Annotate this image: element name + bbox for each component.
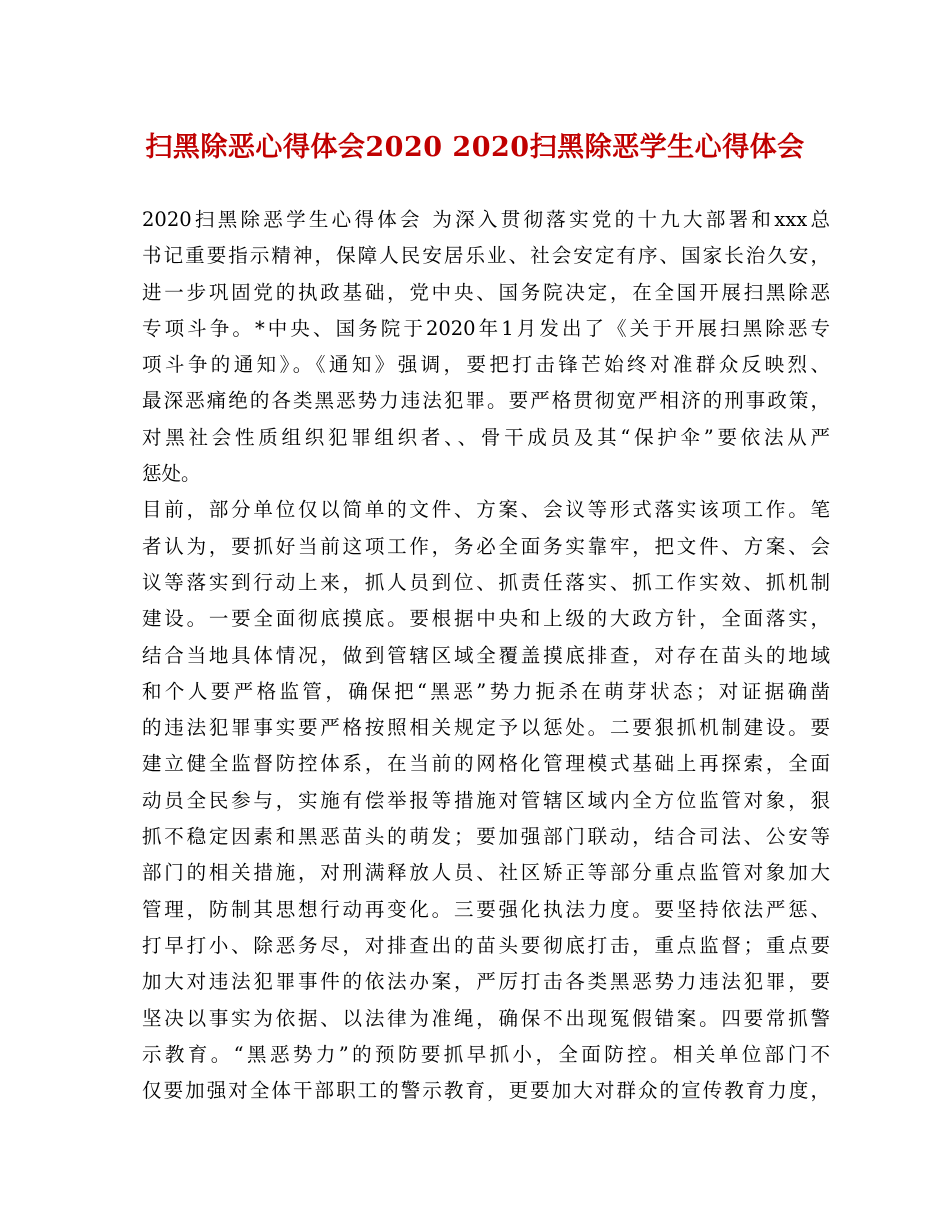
body-line: 抓不稳定因素和黑恶苗头的萌发；要加强部门联动，结合司法、公安等 xyxy=(142,825,830,849)
body-line: 者认为，要抓好当前这项工作，务必全面务实靠牢，把文件、方案、会 xyxy=(142,534,830,558)
document-title: 扫黑除恶心得体会2020 2020扫黑除恶学生心得体会 xyxy=(145,132,805,163)
body-line: 项斗争的通知》。《通知》强调，要把打击锋芒始终对准群众反映烈、 xyxy=(142,353,830,377)
body-line: 仅要加强对全体干部职工的警示教育，更要加大对群众的宣传教育力度， xyxy=(142,1079,830,1103)
body-line: 结合当地具体情况，做到管辖区域全覆盖摸底排查，对存在苗头的地域 xyxy=(142,643,830,667)
body-line: 建设。一要全面彻底摸底。要根据中央和上级的大政方针，全面落实， xyxy=(142,607,830,631)
body-line: 的违法犯罪事实要严格按照相关规定予以惩处。二要狠抓机制建设。要 xyxy=(142,716,830,740)
body-line: 部门的相关措施，对刑满释放人员、社区矫正等部分重点监管对象加大 xyxy=(142,861,830,885)
body-line: 专项斗争。*中央、国务院于2020年1月发出了《关于开展扫黑除恶专 xyxy=(142,316,830,340)
body-line: 2020扫黑除恶学生心得体会 为深入贯彻落实党的十九大部署和xxx总 xyxy=(142,208,830,231)
body-line: 对黑社会性质组织犯罪组织者、、骨干成员及其“保护伞”要依法从严 xyxy=(142,425,830,449)
body-line: 动员全民参与，实施有偿举报等措施对管辖区域内全方位监管对象，狠 xyxy=(142,788,830,812)
body-line: 示教育。“黑恶势力”的预防要抓早抓小，全面防控。相关单位部门不 xyxy=(142,1042,830,1066)
body-line: 书记重要指示精神，保障人民安居乐业、社会安定有序、国家长治久安， xyxy=(142,244,830,268)
body-line: 最深恶痛绝的各类黑恶势力违法犯罪。要严格贯彻宽严相济的刑事政策， xyxy=(142,389,830,413)
body-line: 加大对违法犯罪事件的依法办案，严厉打击各类黑恶势力违法犯罪，要 xyxy=(142,970,830,994)
body-line: 目前，部分单位仅以简单的文件、方案、会议等形式落实该项工作。笔 xyxy=(142,498,830,522)
body-line: 进一步巩固党的执政基础，党中央、国务院决定，在全国开展扫黑除恶 xyxy=(142,280,830,304)
body-line: 议等落实到行动上来，抓人员到位、抓责任落实、抓工作实效、抓机制 xyxy=(142,570,830,594)
body-line: 管理，防制其思想行动再变化。三要强化执法力度。要坚持依法严惩、 xyxy=(142,897,830,921)
body-line: 建立健全监督防控体系，在当前的网格化管理模式基础上再探索，全面 xyxy=(142,752,830,776)
body-line: 打早打小、除恶务尽，对排查出的苗头要彻底打击，重点监督；重点要 xyxy=(142,933,830,957)
body-line: 惩处。 xyxy=(142,462,201,486)
body-line: 和个人要严格监管，确保把“黑恶”势力扼杀在萌芽状态；对证据确凿 xyxy=(142,679,830,703)
document-body xyxy=(142,202,830,1109)
body-line: 坚决以事实为依据、以法律为准绳，确保不出现冤假错案。四要常抓警 xyxy=(142,1006,830,1030)
